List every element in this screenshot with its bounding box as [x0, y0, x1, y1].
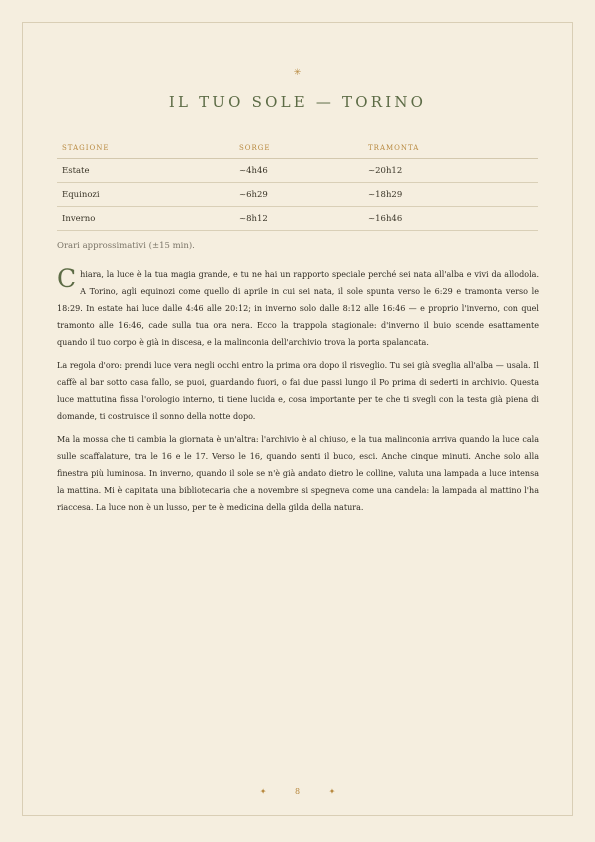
sunrise-cell: ~6h29 — [234, 183, 363, 207]
table-row — [57, 159, 538, 183]
star-ornament-icon: ✦ — [259, 787, 267, 796]
sunset-cell: ~18h29 — [363, 183, 538, 207]
paragraph-3: Ma la mossa che ti cambia la giornata è un'altra: l'archivio è al chiuso, e la tua malinconia arriva quando la luce cala sulle scaffalature, tra le 16 e le 17. Verso le 16, quando senti il buco, esci. Anche cinque minuti. Anche solo alla finestra più luminosa. In inverno, quando il sole se n'è già andato dietro le colline, valuta una lampada a luce intensa la mattina. Mi è capitata una bibliotecaria che a novembre si spegneva come una candela: la lampada al mattino l'ha riaccesa. La luce non è un lusso, per te è medicina della gilda della natura. — [57, 435, 539, 512]
sunrise-cell: ~4h46 — [234, 159, 363, 183]
season-cell: Inverno — [57, 207, 234, 231]
sunset-cell: ~20h12 — [363, 159, 538, 183]
season-cell: Estate — [57, 159, 234, 183]
table-row — [57, 207, 538, 231]
drop-cap: C — [57, 264, 77, 293]
page-footer — [0, 786, 595, 798]
paragraph-2: La regola d'oro: prendi luce vera negli occhi entro la prima ora dopo il risveglio. Tu sei già sveglia all'alba — usala. Il caffè al bar sotto casa fallo, se puoi, guardando fuori, o fai due passi lungo il Po prima di sederti in archivio. Questa luce mattutina fissa l'orologio interno, ti tiene lucida e, cosa importante per te che ti svegli con la testa già piena di domande, ti costruisce il sonno della notte dopo. — [57, 361, 539, 421]
header-sunset: TRAMONTA — [363, 138, 538, 159]
page-number: 8 — [294, 787, 301, 796]
header-sunrise: SORGE — [234, 138, 363, 159]
sunset-cell: ~16h46 — [363, 207, 538, 231]
star-ornament-icon: ✦ — [328, 787, 336, 796]
season-cell: Equinozi — [57, 183, 234, 207]
table-note: Orari approssimativi (±15 min). — [57, 241, 195, 251]
page-title: IL TUO SOLE — TORINO — [168, 93, 427, 111]
table-header-row — [57, 138, 538, 159]
asterisk-ornament-icon: ✳ — [293, 68, 302, 78]
paragraph-1-text: hiara, la luce è la tua magia grande, e tu ne hai un rapporto speciale perché sei nata all'alba e vivi da allodola. A Torino, agli equinozi come quello di aprile in cui sei nata, il sole spunta verso le 6:29 e tramonta verso le 18:29. In estate hai luce dalle 4:46 alle 20:12; in inverno solo dalle 8:12 alle 16:46 — e proprio l'inverno, con quel tramonto alle 16:46, cade sulla tua ora nera. Ecco la trappola stagionale: d'inverno il buio scende esattamente quando il tuo corpo è già in discesa, e la malinconia dell'archivio trova la porta spalancata. — [57, 270, 539, 347]
sun-times-table — [57, 138, 538, 231]
body-text — [57, 266, 539, 522]
table-row — [57, 183, 538, 207]
paragraph-1 — [57, 266, 539, 351]
sunrise-cell: ~8h12 — [234, 207, 363, 231]
header-season: STAGIONE — [57, 138, 234, 159]
